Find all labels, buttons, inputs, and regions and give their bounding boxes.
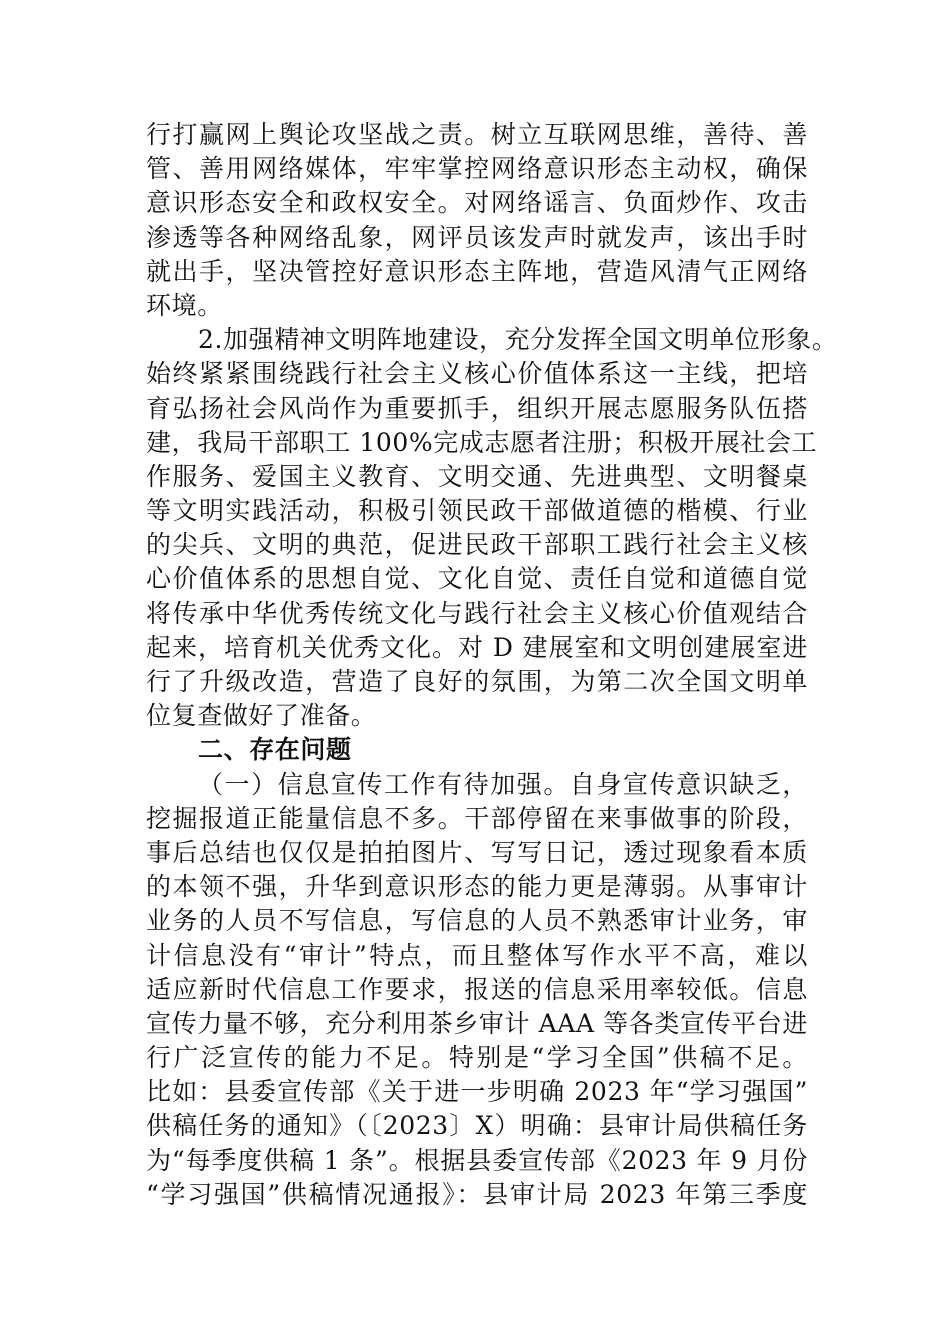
section-heading-existing-problems: 二、存在问题 bbox=[198, 735, 352, 765]
text-line: 业务的人员不写信息，写信息的人员不熟悉审计业务，审 bbox=[146, 906, 808, 936]
text-line: 为“每季度供稿 1 条”。根据县委宣传部《2023 年 9 月份 bbox=[146, 1145, 808, 1175]
text-line: 行广泛宣传的能力不足。特别是“学习全国”供稿不足。 bbox=[146, 1043, 808, 1073]
text-line: “学习强国”供稿情况通报》：县审计局 2023 年第三季度 bbox=[146, 1179, 808, 1209]
text-line: 2.加强精神文明阵地建设，充分发挥全国文明单位形象。 bbox=[198, 325, 838, 355]
text-line: 渗透等各种网络乱象，网评员该发声时就发声，该出手时 bbox=[146, 222, 808, 252]
text-line: 行打赢网上舆论攻坚战之责。树立互联网思维，善待、善 bbox=[146, 120, 808, 149]
paragraph-spiritual-civilization bbox=[146, 323, 838, 733]
text-line: 心价值体系的思想自觉、文化自觉、责任自觉和道德自觉 bbox=[146, 564, 808, 594]
text-line: 的本领不强，升华到意识形态的能力更是薄弱。从事审计 bbox=[146, 872, 808, 902]
text-line: 位复查做好了准备。 bbox=[146, 701, 377, 731]
document-body bbox=[146, 118, 838, 1212]
text-line: 供稿任务的通知》（〔2023〕X）明确：县审计局供稿任务 bbox=[146, 1111, 808, 1141]
text-line: 管、善用网络媒体，牢牢掌控网络意识形态主动权，确保 bbox=[146, 154, 808, 184]
text-line: 行了升级改造，营造了良好的氛围，为第二次全国文明单 bbox=[146, 667, 808, 696]
text-line: 始终紧紧围绕践行社会主义核心价值体系这一主线，把培 bbox=[146, 359, 808, 389]
text-line: 将传承中华优秀传统文化与践行社会主义核心价值观结合 bbox=[146, 598, 808, 628]
paragraph-network-opinion bbox=[146, 118, 808, 323]
text-line: 作服务、爱国主义教育、文明交通、先进典型、文明餐桌 bbox=[146, 461, 808, 491]
text-line: 等文明实践活动，积极引领民政干部做道德的楷模、行业 bbox=[146, 496, 808, 526]
text-line: 宣传力量不够，充分利用茶乡审计 AAA 等各类宣传平台进 bbox=[146, 1008, 808, 1038]
paragraph-information-publicity bbox=[146, 768, 808, 1212]
text-line: 挖掘报道正能量信息不多。干部停留在来事做事的阶段， bbox=[146, 803, 808, 833]
text-line: 适应新时代信息工作要求，报送的信息采用率较低。信息 bbox=[146, 974, 808, 1004]
text-line: 的尖兵、文明的典范，促进民政干部职工践行社会主义核 bbox=[146, 530, 808, 560]
text-line: 就出手，坚决管控好意识形态主阵地，营造风清气正网络 bbox=[146, 256, 808, 286]
text-line: 环境。 bbox=[146, 290, 223, 320]
text-line: 比如：县委宣传部《关于进一步明确 2023 年“学习强国” bbox=[146, 1077, 808, 1107]
text-line: 起来，培育机关优秀文化。对 D 建展室和文明创建展室进 bbox=[146, 632, 808, 662]
text-line: 计信息没有“审计”特点，而且整体写作水平不高，难以 bbox=[146, 940, 808, 970]
text-line: 事后总结也仅仅是拍拍图片、写写日记，透过现象看本质 bbox=[146, 837, 808, 867]
text-line: （一）信息宣传工作有待加强。自身宣传意识缺乏， bbox=[198, 769, 808, 799]
text-line: 育弘扬社会风尚作为重要抓手，组织开展志愿服务队伍搭 bbox=[146, 393, 808, 423]
text-line: 建，我局干部职工 100%完成志愿者注册；积极开展社会工 bbox=[146, 427, 818, 457]
text-line: 意识形态安全和政权安全。对网络谣言、负面炒作、攻击 bbox=[146, 188, 808, 218]
